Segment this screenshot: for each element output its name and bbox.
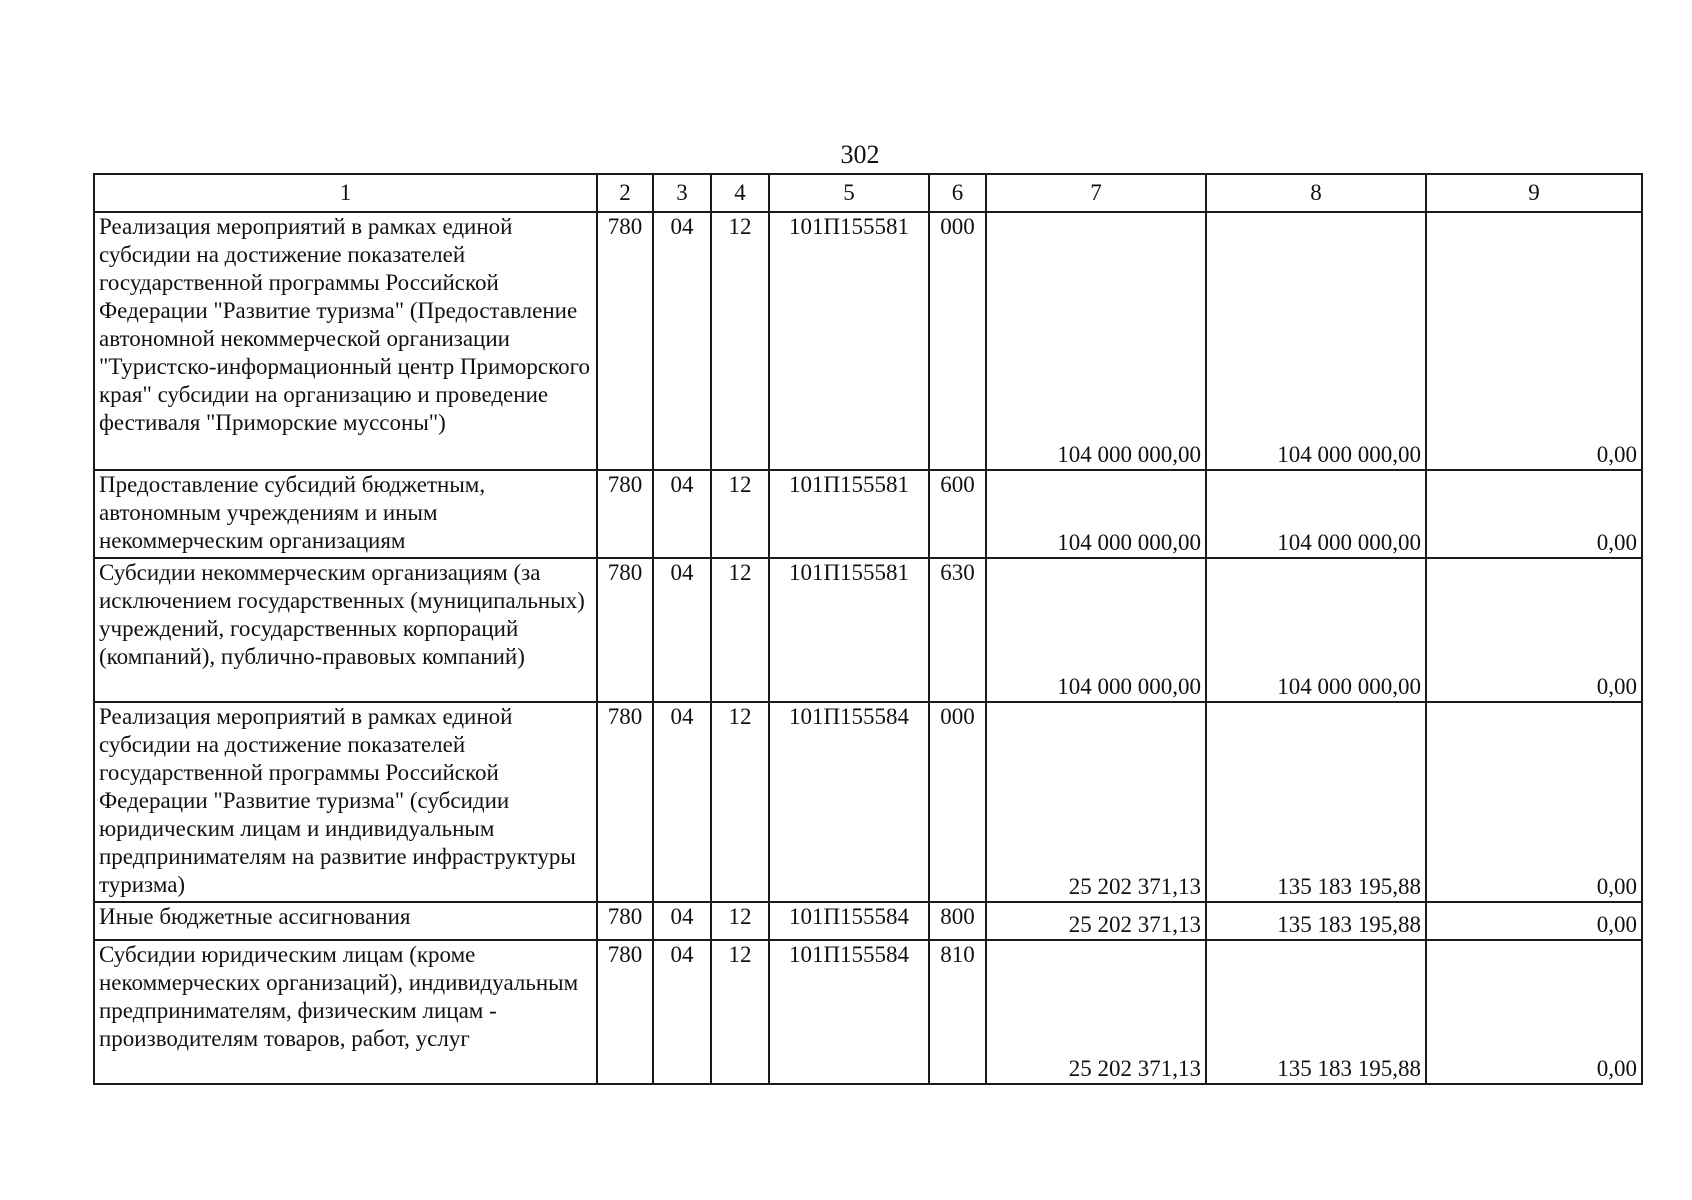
- cell-target-article: 101П155581: [769, 212, 929, 470]
- row-name: Субсидии юридическим лицам (кроме некоммерческих организаций), индивидуальным предпринимателям, физическим лицам - производителям товаров, работ, услуг: [94, 940, 597, 1084]
- cell-amount-8: 104 000 000,00: [1206, 558, 1426, 702]
- row-name: Субсидии некоммерческим организациям (за исключением государственных (муниципальных) учреждений, государственных корпораций (компаний), публично-правовых компаний): [94, 558, 597, 702]
- row-name: Предоставление субсидий бюджетным, автономным учреждениям и иным некоммерческим организациям: [94, 470, 597, 558]
- column-header: 7: [986, 174, 1206, 212]
- cell-target-article: 101П155584: [769, 902, 929, 940]
- column-header: 4: [711, 174, 769, 212]
- row-name: Иные бюджетные ассигнования: [94, 902, 597, 940]
- column-header: 3: [653, 174, 711, 212]
- page-number: 302: [840, 140, 880, 169]
- cell-subsection: 12: [711, 940, 769, 1084]
- cell-amount-9: 0,00: [1426, 902, 1642, 940]
- table-row: [94, 558, 1642, 702]
- cell-amount-9: 0,00: [1426, 212, 1642, 470]
- table-row: [94, 902, 1642, 940]
- column-header: 8: [1206, 174, 1426, 212]
- cell-admin-code: 780: [597, 702, 653, 902]
- header-row: [94, 174, 1642, 212]
- cell-subsection: 12: [711, 902, 769, 940]
- column-header: 5: [769, 174, 929, 212]
- row-name: Реализация мероприятий в рамках единой субсидии на достижение показателей государственной программы Российской Федерации "Развитие туризма" (субсидии юридическим лицам и индивидуальным предпринимателям на развитие инфраструктуры туризма): [94, 702, 597, 902]
- cell-expense-type: 800: [929, 902, 986, 940]
- cell-section: 04: [653, 702, 711, 902]
- cell-section: 04: [653, 940, 711, 1084]
- cell-expense-type: 600: [929, 470, 986, 558]
- cell-target-article: 101П155581: [769, 470, 929, 558]
- cell-section: 04: [653, 558, 711, 702]
- cell-amount-7: 25 202 371,13: [986, 902, 1206, 940]
- cell-amount-7: 25 202 371,13: [986, 702, 1206, 902]
- cell-amount-9: 0,00: [1426, 470, 1642, 558]
- cell-subsection: 12: [711, 558, 769, 702]
- column-header: 1: [94, 174, 597, 212]
- cell-section: 04: [653, 212, 711, 470]
- cell-expense-type: 000: [929, 212, 986, 470]
- cell-admin-code: 780: [597, 558, 653, 702]
- cell-subsection: 12: [711, 470, 769, 558]
- cell-admin-code: 780: [597, 902, 653, 940]
- budget-table: [93, 173, 1643, 1085]
- cell-amount-8: 135 183 195,88: [1206, 940, 1426, 1084]
- cell-subsection: 12: [711, 702, 769, 902]
- table-row: [94, 702, 1642, 902]
- cell-amount-9: 0,00: [1426, 558, 1642, 702]
- cell-section: 04: [653, 470, 711, 558]
- cell-expense-type: 000: [929, 702, 986, 902]
- table-row: [94, 940, 1642, 1084]
- cell-amount-9: 0,00: [1426, 940, 1642, 1084]
- cell-amount-7: 104 000 000,00: [986, 470, 1206, 558]
- cell-amount-8: 135 183 195,88: [1206, 902, 1426, 940]
- cell-amount-9: 0,00: [1426, 702, 1642, 902]
- cell-expense-type: 810: [929, 940, 986, 1084]
- cell-section: 04: [653, 902, 711, 940]
- cell-amount-8: 135 183 195,88: [1206, 702, 1426, 902]
- table-row: [94, 212, 1642, 470]
- table-row: [94, 470, 1642, 558]
- cell-admin-code: 780: [597, 940, 653, 1084]
- column-header: 6: [929, 174, 986, 212]
- cell-target-article: 101П155581: [769, 558, 929, 702]
- cell-amount-7: 104 000 000,00: [986, 212, 1206, 470]
- cell-admin-code: 780: [597, 470, 653, 558]
- cell-amount-8: 104 000 000,00: [1206, 212, 1426, 470]
- column-header: 9: [1426, 174, 1642, 212]
- cell-admin-code: 780: [597, 212, 653, 470]
- cell-target-article: 101П155584: [769, 940, 929, 1084]
- cell-amount-7: 104 000 000,00: [986, 558, 1206, 702]
- column-header: 2: [597, 174, 653, 212]
- cell-target-article: 101П155584: [769, 702, 929, 902]
- cell-expense-type: 630: [929, 558, 986, 702]
- row-name: Реализация мероприятий в рамках единой субсидии на достижение показателей государственной программы Российской Федерации "Развитие туризма" (Предоставление автономной некоммерческой организации "Туристско-информационный центр Приморского края" субсидии на организацию и проведение фестиваля "Приморские муссоны"): [94, 212, 597, 470]
- cell-subsection: 12: [711, 212, 769, 470]
- cell-amount-8: 104 000 000,00: [1206, 470, 1426, 558]
- cell-amount-7: 25 202 371,13: [986, 940, 1206, 1084]
